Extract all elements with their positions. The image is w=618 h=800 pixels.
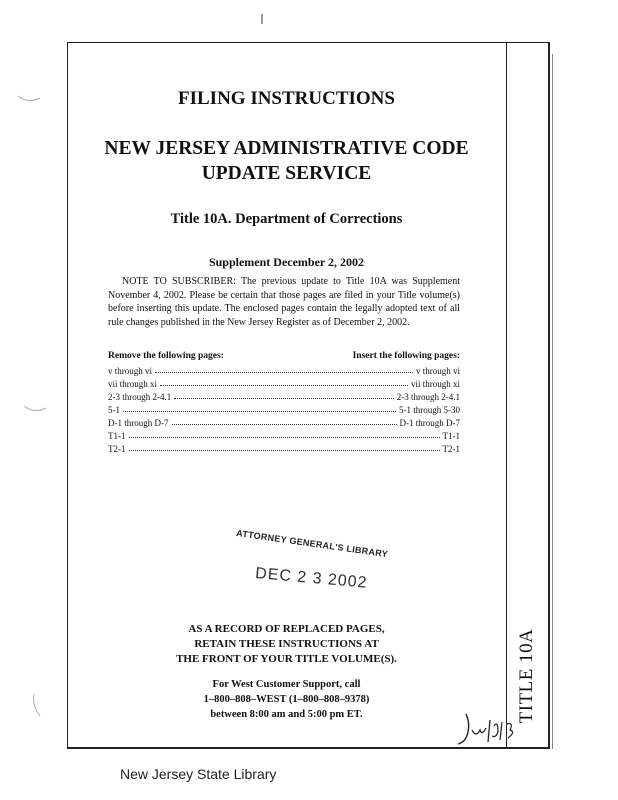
filing-instructions-heading: FILING INSTRUCTIONS	[178, 88, 395, 109]
insert-pages: 2-3 through 2-4.1	[396, 392, 460, 402]
scan-speck	[261, 14, 263, 24]
remove-pages: D-1 through D-7	[108, 418, 169, 428]
page-row	[108, 389, 460, 402]
page-row	[108, 441, 460, 454]
hole-punch-mark	[28, 690, 48, 720]
remove-pages: T1-1	[108, 431, 126, 441]
support-line-1: For West Customer Support, call	[212, 679, 361, 690]
supplement-date: Supplement December 2, 2002	[208, 255, 365, 269]
tab-edge-line	[548, 42, 550, 749]
remove-pages: v through vi	[108, 366, 152, 376]
dot-leader	[172, 424, 397, 425]
dot-leader	[160, 385, 408, 386]
title-tab-label: TITLE 10A	[516, 628, 537, 724]
page-row	[108, 428, 460, 441]
tab-divider-line	[506, 42, 507, 749]
library-footer: New Jersey State Library	[120, 766, 277, 782]
page-row	[108, 376, 460, 389]
remove-pages: vii through xi	[108, 379, 157, 389]
title-line: Title 10A. Department of Corrections	[170, 211, 403, 227]
insert-pages: D-1 through D-7	[399, 418, 460, 428]
remove-pages: 5-1	[108, 405, 120, 415]
insert-pages-header: Insert the following pages:	[352, 351, 460, 361]
insert-pages: v through vi	[416, 366, 460, 376]
page-row	[108, 415, 460, 428]
remove-pages: T2-1	[108, 444, 126, 454]
handwritten-initials-signature	[452, 708, 522, 750]
page-row	[108, 402, 460, 415]
support-line-3: between 8:00 am and 5:00 pm ET.	[210, 709, 363, 720]
record-line-2: RETAIN THESE INSTRUCTIONS AT	[194, 638, 379, 650]
note-lead: NOTE TO SUBSCRIBER:	[122, 276, 236, 287]
insert-pages: vii through xi	[411, 379, 460, 389]
tab-edge-shadow-line	[552, 54, 553, 749]
support-line-2: 1–800–808–WEST (1–800–808–9378)	[203, 694, 370, 705]
insert-pages: T2-1	[442, 444, 460, 454]
dot-leader	[129, 450, 440, 451]
hole-punch-mark	[20, 400, 50, 416]
note-to-subscriber	[108, 275, 460, 329]
insert-pages: 5-1 through 5-30	[399, 405, 460, 415]
record-line-3: THE FRONT OF YOUR TITLE VOLUME(S).	[176, 653, 397, 665]
record-line-1: AS A RECORD OF REPLACED PAGES,	[188, 623, 385, 635]
dot-leader	[123, 411, 396, 412]
dot-leader	[174, 398, 394, 399]
page-row	[108, 363, 460, 376]
insert-pages: T1-1	[442, 431, 460, 441]
dot-leader	[129, 437, 440, 438]
code-title-line-2: UPDATE SERVICE	[201, 163, 372, 184]
library-stamp-text: ATTORNEY GENERAL'S LIBRARY	[235, 528, 389, 560]
hole-punch-mark	[14, 90, 44, 106]
dot-leader	[155, 372, 413, 373]
received-date-stamp: DEC 2 3 2002	[254, 565, 369, 592]
note-body: The previous update to Title 10A was Supplement November 4, 2002. Please be certain that those pages are filed in your Title volume(s) before inserting this update. The enclosed pages contain the legally adopted text of all rule changes published in the New Jersey Register as of December 2, 2002.	[108, 276, 461, 328]
remove-pages: 2-3 through 2-4.1	[108, 392, 172, 402]
remove-pages-header: Remove the following pages:	[108, 351, 224, 361]
code-title-line-1: NEW JERSEY ADMINISTRATIVE CODE	[104, 138, 469, 159]
